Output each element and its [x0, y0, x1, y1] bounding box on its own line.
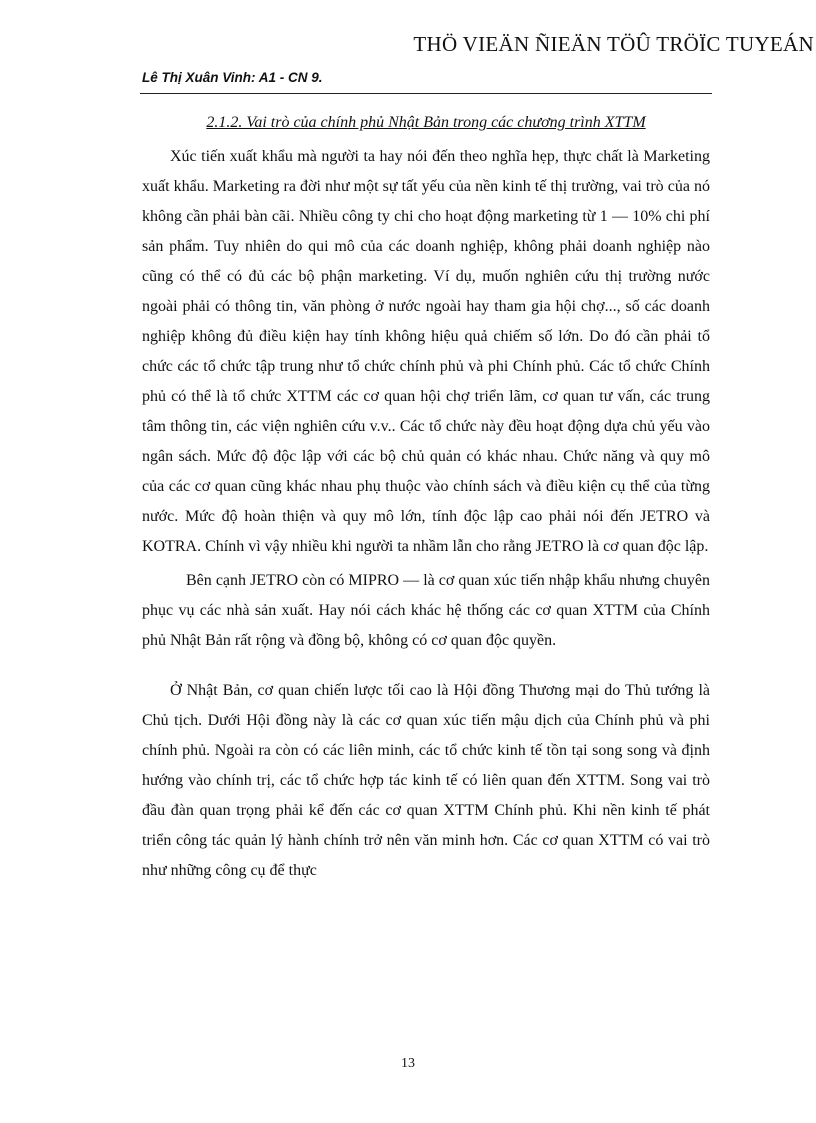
- library-watermark: THÖ VIEÄN ÑIEÄN TÖÛ TRÖÏC TUYEÁN: [413, 32, 814, 56]
- body-paragraph-2: Bên cạnh JETRO còn có MIPRO — là cơ quan xúc tiến nhập khẩu nhưng chuyên phục vụ các nhà sản xuất. Hay nói cách khác hệ thống các cơ quan XTTM của Chính phủ Nhật Bản rất rộng và đồng bộ, không có cơ quan độc quyền.: [142, 572, 710, 649]
- running-header-author: Lê Thị Xuân Vinh: A1 - CN 9.: [142, 70, 323, 85]
- body-paragraph-1: Xúc tiến xuất khẩu mà người ta hay nói đến theo nghĩa hẹp, thực chất là Marketing xuất khẩu. Marketing ra đời như một sự tất yếu của nền kinh tế thị trường, vai trò của nó không cần phải bàn cãi. Nhiều công ty chi cho hoạt động marketing từ 1 — 10% chi phí sản phẩm. Tuy nhiên do qui mô của các doanh nghiệp, không phải doanh nghiệp nào cũng có thể có đủ các bộ phận marketing. Ví dụ, muốn nghiên cứu thị trường nước ngoài phải có thông tin, văn phòng ở nước ngoài hay tham gia hội chợ..., số các doanh nghiệp không đủ điều kiện hay tính không hiệu quả chiếm số lớn. Do đó cần phải tổ chức các tổ chức tập trung như tổ chức chính phủ và phi Chính phủ. Các tổ chức Chính phủ có thể là tổ chức XTTM các cơ quan hội chợ triển lãm, cơ quan tư vấn, các trung tâm thông tin, các viện nghiên cứu v.v.. Các tổ chức này đều hoạt động dựa chủ yếu vào ngân sách. Mức độ độc lập với các bộ chủ quản có khác nhau. Chức năng và quy mô của các cơ quan cũng khác nhau phụ thuộc vào chính sách và điều kiện cụ thể của từng nước. Mức độ hoàn thiện và quy mô lớn, tính độc lập cao phải nói đến JETRO và KOTRA. Chính vì vậy nhiều khi người ta nhầm lẫn cho rằng JETRO là cơ quan độc lập.: [142, 148, 710, 555]
- document-body: [142, 110, 710, 886]
- page-number: 13: [401, 1056, 415, 1071]
- header-divider: [140, 93, 712, 94]
- body-paragraph-3: Ở Nhật Bản, cơ quan chiến lược tối cao là Hội đồng Thương mại do Thủ tướng là Chủ tịch. Dưới Hội đồng này là các cơ quan xúc tiến mậu dịch của Chính phủ và phi chính phủ. Ngoài ra còn có các liên minh, các tổ chức kinh tế tồn tại song song và định hướng vào chính trị, các tổ chức hợp tác kinh tế có liên quan đến XTTM. Song vai trò đầu đàn quan trọng phải kể đến các cơ quan XTTM Chính phủ. Khi nền kinh tế phát triển công tác quản lý hành chính trở nên văn minh hơn. Các cơ quan XTTM có vai trò như những công cụ để thực: [142, 682, 710, 879]
- section-heading: 2.1.2. Vai trò của chính phủ Nhật Bản trong các chương trình XTTM: [206, 114, 646, 131]
